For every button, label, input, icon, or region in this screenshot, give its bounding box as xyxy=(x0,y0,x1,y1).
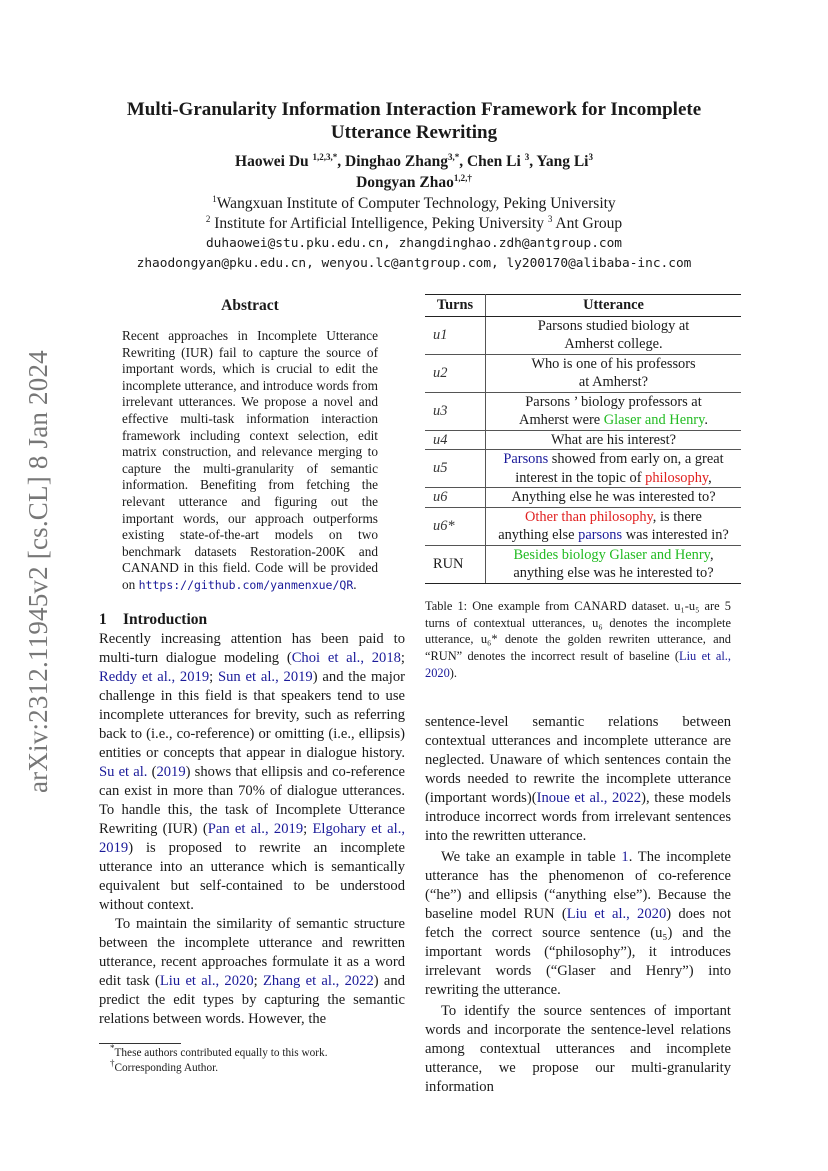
affil-mark: 2 xyxy=(205,213,211,224)
citation-link[interactable]: Choi et al., 2018 xyxy=(291,650,401,666)
turn-cell: u4 xyxy=(425,430,486,450)
highlight-red: philosophy xyxy=(645,469,709,486)
author-name: Haowei Du xyxy=(235,153,309,170)
intro-paragraph-1: Recently increasing attention has been paid to multi-turn dialogue modeling (Choi et al., 2018; Reddy et al., 2019; Sun et al., 2019) and the major challenge in this field is that speakers tend to use incomplete utterances for brevity, such as referring back to (i.e., co-reference) or omitting (i.e., ellipsis) entities or concepts that appear in dialogue history. Su et al. (2019) shows that ellipsis and co-reference can exist in more than 70% of dialogue utterances. To handle this, the task of Incomplete Utterance Rewriting (IUR) (Pan et al., 2019; Elgohary et al., 2019) is proposed to rewrite an incomplete utterance into an utterance which is semantically equivalent but self-contained to be understood without context. xyxy=(99,631,405,913)
table-row xyxy=(425,545,741,583)
example-table xyxy=(425,294,741,584)
title-line-1: Multi-Granularity Information Interaction Framework for Incomplete xyxy=(126,99,702,120)
citation-link[interactable]: Elgohary et al., 2019 xyxy=(99,821,405,856)
highlight-red: Other than philosophy xyxy=(525,508,653,525)
author-name: , Chen Li xyxy=(459,153,521,170)
citation-link[interactable]: Pan et al., 2019 xyxy=(207,821,304,837)
author-name: Dongyan Zhao xyxy=(356,174,454,191)
author-name: , Yang Li xyxy=(529,153,589,170)
abstract-tail: . xyxy=(353,576,357,592)
utterance-cell: Who is one of his professors at Amherst? xyxy=(486,354,742,392)
utterance-cell: Parsons ’ biology professors at Amherst were Glaser and Henry. xyxy=(486,392,742,430)
section-number: 1 xyxy=(99,611,107,628)
abstract-heading: Abstract xyxy=(221,297,279,314)
table-row xyxy=(425,392,741,430)
author-affil-mark: 1,2,† xyxy=(453,172,472,183)
footnote-1: *These authors contributed equally to this work. xyxy=(110,1043,328,1059)
table-row xyxy=(425,316,741,354)
affil-mark: 1 xyxy=(212,193,217,204)
author-list-line-2 xyxy=(80,173,748,192)
highlight-blue: parsons xyxy=(578,527,623,543)
author-name: , Dinghao Zhang xyxy=(337,153,448,170)
section-title: Introduction xyxy=(123,611,208,628)
highlight-green: Glaser and Henry xyxy=(603,412,705,428)
table-caption: Table 1: One example from CANARD dataset. u₁-u₅ are 5 turns of contextual utterances, u₆ denotes the incomplete utterance, u₆* denote the golden rewriten utterance, and “RUN” denotes the incorrect result of baseline (Liu et al., 2020). xyxy=(425,599,731,680)
table-row xyxy=(425,450,741,488)
affiliation-2 xyxy=(60,214,768,233)
intro-right-column xyxy=(425,713,731,1097)
author-affil-mark: 3 xyxy=(588,151,593,162)
header-turns: Turns xyxy=(425,295,486,317)
right-paragraph-2: We take an example in table 1. The incomplete utterance has the phenomenon of co-reference (“he”) and ellipsis (“anything else”). Because the baseline model RUN (Liu et al., 2020) does not fetch the correct source sentence (u₅) and the important words (“philosophy”), it introduces irrelevant words (“Glaser and Henry”) into rewriting the utterance. xyxy=(425,849,731,998)
title-line-2: Utterance Rewriting xyxy=(330,122,498,143)
utterance-cell: Besides biology Glaser and Henry, anything else was he interested to? xyxy=(486,545,742,583)
footnotes xyxy=(110,1043,410,1076)
citation-link[interactable]: Inoue et al., 2022 xyxy=(536,790,642,806)
abstract-body xyxy=(122,328,378,594)
turn-cell: u1 xyxy=(425,316,486,354)
author-affil-mark: 3,* xyxy=(447,151,460,162)
table-row xyxy=(425,430,741,450)
citation-link[interactable]: Liu et al., 2020 xyxy=(425,649,731,680)
affil-text: Ant Group xyxy=(552,215,623,232)
utterance-cell: Parsons showed from early on, a great interest in the topic of philosophy, xyxy=(486,450,742,488)
code-link[interactable]: https://github.com/yanmenxue/QR xyxy=(138,577,354,592)
highlight-blue: Parsons xyxy=(503,451,549,467)
citation-link[interactable]: Liu et al., 2020 xyxy=(159,973,254,989)
section-heading-introduction xyxy=(99,611,207,629)
email-line-1: duhaowei@stu.pku.edu.cn, zhangdinghao.zdh@antgroup.com xyxy=(205,236,623,251)
abstract-text: Recent approaches in Incomplete Utterance Rewriting (IUR) fail to capture the source of important words, which is crucial to edit the incomplete utterance, and introduce words from irrelevant utterances. We propose a novel and effective multi-task information interaction framework including context selection, edit matrix construction, and relevance merging to capture the multi-granularity of semantic information. Benefiting from fetching the relevant utterance and figuring out the important words, our approach outperforms existing state-of-the-art models on two benchmark datasets Restoration-200K and CANAND in this field. Code will be provided on xyxy=(122,328,378,592)
intro-left-column xyxy=(99,630,405,1029)
table-ref-link[interactable]: 1 xyxy=(621,849,629,865)
author-list xyxy=(80,152,748,171)
citation-link[interactable]: Sun et al., 2019 xyxy=(218,669,313,685)
utterance-cell: Other than philosophy, is there anything else parsons was interested in? xyxy=(486,507,742,545)
author-affil-mark: 3 xyxy=(524,151,530,162)
citation-link[interactable]: Su et al. xyxy=(99,764,148,780)
table-row xyxy=(425,488,741,508)
citation-link[interactable]: Zhang et al., 2022 xyxy=(263,973,374,989)
citation-link[interactable]: Reddy et al., 2019 xyxy=(99,669,210,685)
paper-title xyxy=(80,98,748,144)
utterance-cell: Parsons studied biology at Amherst college. xyxy=(486,316,742,354)
footnote-2: †Corresponding Author. xyxy=(110,1058,219,1074)
utterance-cell: Anything else he was interested to? xyxy=(486,488,742,508)
author-affil-mark: 1,2,3,* xyxy=(312,151,338,162)
turn-cell: u6 xyxy=(425,488,486,508)
turn-cell: RUN xyxy=(425,545,486,583)
highlight-green: Besides biology Glaser and Henry xyxy=(513,546,710,563)
table-header-row xyxy=(425,295,741,317)
affil-mark: 3 xyxy=(547,213,553,224)
table-row xyxy=(425,507,741,545)
header-utterance: Utterance xyxy=(486,295,742,317)
arxiv-stamp: arXiv:2312.11945v2 [cs.CL] 8 Jan 2024 xyxy=(23,350,53,793)
turn-cell: u2 xyxy=(425,354,486,392)
citation-link[interactable]: 2019 xyxy=(156,764,186,780)
right-paragraph-1: sentence-level semantic relations between contextual utterances and incomplete utterance are neglected. Unaware of which sentences contain the words needed to rewrite the incomplete utterance (important words)(Inoue et al., 2022), these models introduce incorrect words from irrelevant sentences into the rewritten utterance. xyxy=(425,714,731,844)
turn-cell: u6* xyxy=(425,507,486,545)
intro-paragraph-2: To maintain the similarity of semantic structure between the incomplete utterance and rewritten utterance, recent approaches formulate it as a word edit task (Liu et al., 2020; Zhang et al., 2022) and predict the edit types by capturing the semantic relations between words. However, the xyxy=(99,916,406,1027)
utterance-cell: What are his interest? xyxy=(486,430,742,450)
table-row xyxy=(425,354,741,392)
turn-cell: u3 xyxy=(425,392,486,430)
affiliation-1 xyxy=(60,194,768,213)
citation-link[interactable]: Liu et al., 2020 xyxy=(566,906,667,922)
turn-cell: u5 xyxy=(425,450,486,488)
affil-text: Wangxuan Institute of Computer Technology, Peking University xyxy=(216,195,616,212)
affil-text: Institute for Artificial Intelligence, Peking University xyxy=(210,215,548,232)
email-line-2: zhaodongyan@pku.edu.cn, wenyou.lc@antgroup.com, ly200170@alibaba-inc.com xyxy=(136,256,692,271)
right-paragraph-3: To identify the source sentences of important words and incorporate the sentence-level relations among contextual utterances and incomplete utterance, we propose our multi-granularity information xyxy=(425,1003,731,1095)
